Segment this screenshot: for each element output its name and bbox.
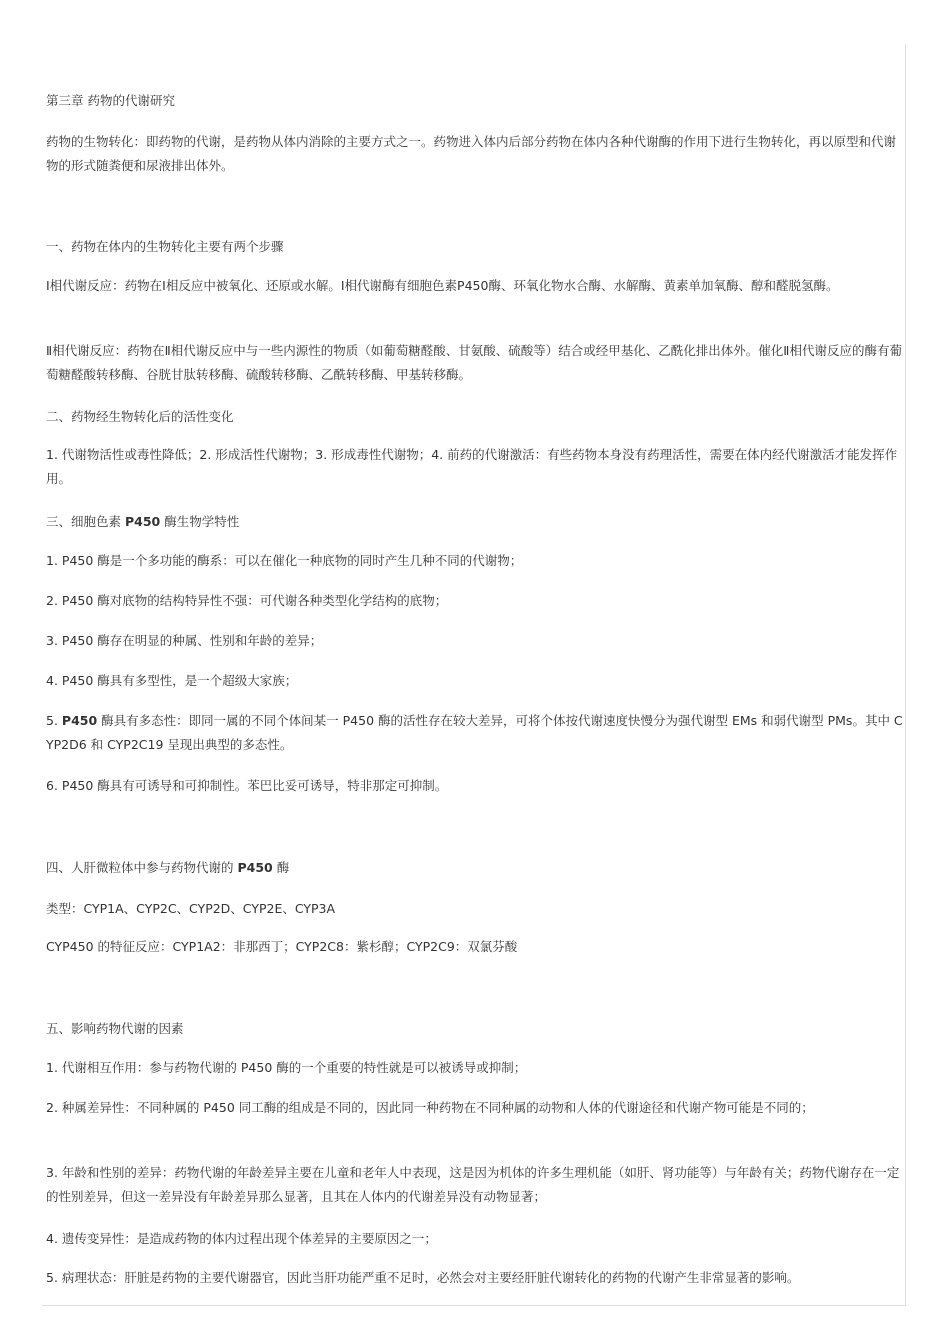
section-4-heading-bold: P450 bbox=[237, 860, 273, 875]
section-3-item-5-pre: 5. bbox=[46, 713, 62, 728]
section-3-heading bbox=[46, 510, 904, 534]
section-3-item-5-bold: P450 bbox=[61, 713, 98, 728]
section-4-reactions: CYP450 的特征反应：CYP1A2：非那西丁；CYP2C8：紫杉醇；CYP2C9：双氯芬酸 bbox=[46, 939, 518, 954]
section-5-item-2: 2. 种属差异性：不同种属的 P450 同工酶的组成是不同的，因此同一种药物在不同种属的动物和人体的代谢途径和代谢产物可能是不同的； bbox=[46, 1100, 814, 1115]
section-5-heading: 五、影响药物代谢的因素 bbox=[46, 1021, 184, 1036]
section-1-heading: 一、药物在体内的生物转化主要有两个步骤 bbox=[46, 239, 284, 254]
section-4-heading-post: 酶 bbox=[272, 860, 290, 875]
section-3-item-5-post: 酶具有多态性：即同一属的不同个体间某一 P450 酶的活性存在较大差异，可将个体按代谢速度快慢分为强代谢型 EMs 和弱代谢型 PMs。其中 CYP2D6 和 CYP2C19 呈现出典型的多态性。 bbox=[46, 713, 903, 752]
section-4-heading-pre: 四、人肝微粒体中参与药物代谢的 bbox=[46, 860, 238, 875]
section-1-phase1-paragraph: Ⅰ相代谢反应：药物在Ⅰ相反应中被氧化、还原或水解。Ⅰ相代谢酶有细胞色素P450酶、环氧化物水合酶、水解酶、黄素单加氧酶、醇和醛脱氢酶。 bbox=[46, 278, 839, 293]
document-page bbox=[42, 44, 906, 1306]
section-3-item-1: 1. P450 酶是一个多功能的酶系：可以在催化一种底物的同时产生几种不同的代谢物； bbox=[46, 553, 523, 568]
intro-paragraph: 药物的生物转化：即药物的代谢，是药物从体内消除的主要方式之一。药物进入体内后部分药物在体内各种代谢酶的作用下进行生物转化，再以原型和代谢物的形式随粪便和尿液排出体外。 bbox=[46, 134, 897, 173]
section-5-item-3: 3. 年龄和性别的差异：药物代谢的年龄差异主要在儿童和老年人中表现，这是因为机体的许多生理机能（如肝、肾功能等）与年龄有关；药物代谢存在一定的性别差异，但这一差异没有年龄差异那么显著，且其在人体内的代谢差异没有动物显著； bbox=[46, 1165, 900, 1204]
section-5-item-1: 1. 代谢相互作用：参与药物代谢的 P450 酶的一个重要的特性就是可以被诱导或抑制； bbox=[46, 1060, 527, 1075]
section-2-heading: 二、药物经生物转化后的活性变化 bbox=[46, 409, 234, 424]
section-3-heading-bold: P450 bbox=[124, 514, 161, 529]
section-3-item-5 bbox=[46, 709, 904, 757]
section-1-phase2-paragraph: Ⅱ相代谢反应：药物在Ⅱ相代谢反应中与一些内源性的物质（如葡萄糖醛酸、甘氨酸、硫酸等）结合或经甲基化、乙酰化排出体外。催化Ⅱ相代谢反应的酶有葡萄糖醛酸转移酶、谷胱甘肽转移酶、硫酸转移酶、乙酰转移酶、甲基转移酶。 bbox=[46, 343, 902, 382]
section-3-item-4: 4. P450 酶具有多型性，是一个超级大家族； bbox=[46, 673, 298, 688]
chapter-title: 第三章 药物的代谢研究 bbox=[46, 93, 175, 108]
section-4-types: 类型：CYP1A、CYP2C、CYP2D、CYP2E、CYP3A bbox=[46, 901, 336, 916]
section-5-item-5: 5. 病理状态：肝脏是药物的主要代谢器官，因此当肝功能严重不足时，必然会对主要经肝脏代谢转化的药物的代谢产生非常显著的影响。 bbox=[46, 1270, 800, 1285]
section-2-paragraph: 1. 代谢物活性或毒性降低；2. 形成活性代谢物；3. 形成毒性代谢物；4. 前药的代谢激活：有些药物本身没有药理活性，需要在体内经代谢激活才能发挥作用。 bbox=[46, 447, 898, 486]
section-3-heading-post: 酶生物学特性 bbox=[160, 514, 240, 529]
section-3-item-6: 6. P450 酶具有可诱导和可抑制性。苯巴比妥可诱导，特非那定可抑制。 bbox=[46, 778, 448, 793]
section-4-heading bbox=[46, 856, 904, 880]
section-3-heading-pre: 三、细胞色素 bbox=[46, 514, 125, 529]
section-5-item-4: 4. 遗传变异性：是造成药物的体内过程出现个体差异的主要原因之一； bbox=[46, 1231, 437, 1246]
section-3-item-2: 2. P450 酶对底物的结构特异性不强：可代谢各种类型化学结构的底物； bbox=[46, 593, 448, 608]
section-3-item-3: 3. P450 酶存在明显的种属、性别和年龄的差异； bbox=[46, 633, 323, 648]
